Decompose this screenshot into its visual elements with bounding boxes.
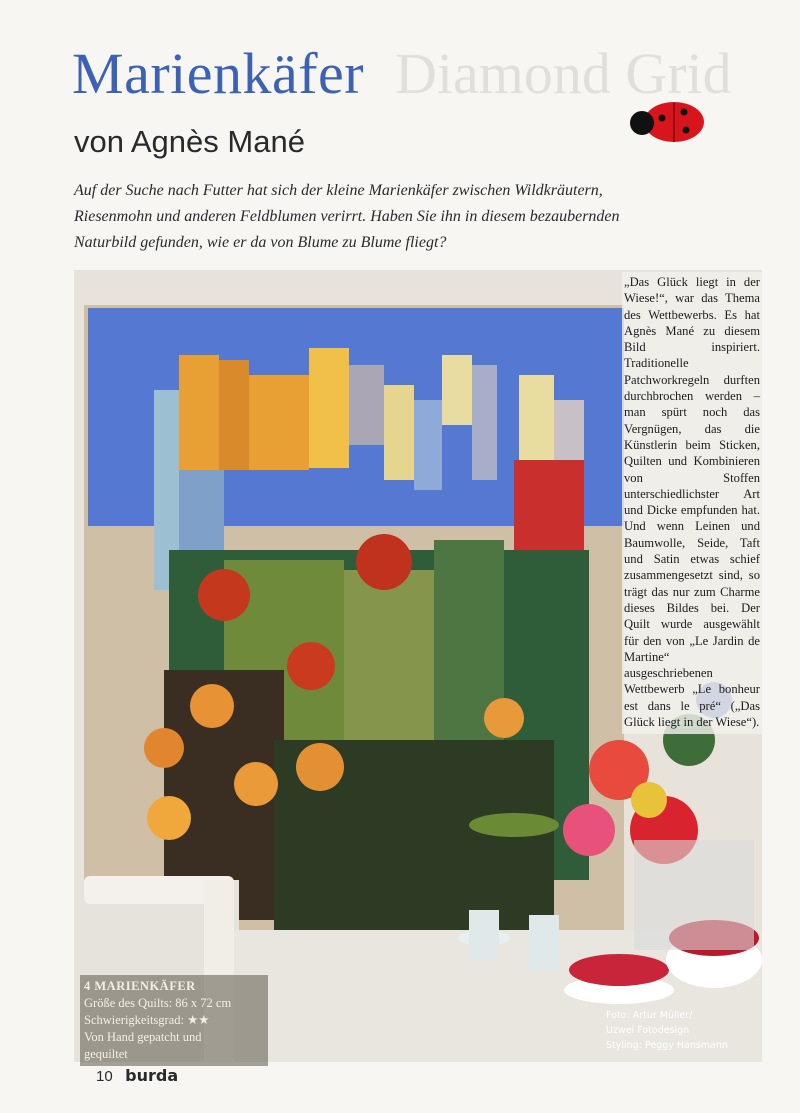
credit-line3: Styling: Peggy Hansmann	[606, 1040, 728, 1051]
credit-line1: Foto: Artur Müller/	[606, 1010, 693, 1021]
info-difficulty: Schwierigkeitsgrad: ★★	[84, 1013, 210, 1027]
page-title: Marienkäfer	[72, 41, 365, 106]
info-title: 4 MARIENKÄFER	[84, 979, 196, 993]
intro-paragraph: Auf der Suche nach Futter hat sich der kleine Marienkäfer zwischen Wildkräutern, Riesenmohn und anderen Feldblumen verirrt. Haben Sie ihn in diesem bezaubernden Naturbild gefunden, wie er da von Blume zu Blume fliegt?	[74, 182, 620, 251]
ladybug-icon	[628, 98, 708, 148]
info-technique-line1: Von Hand gepatcht und	[84, 1030, 202, 1044]
info-technique-line2: gequiltet	[84, 1047, 128, 1061]
author-line: von Agnès Mané	[74, 124, 305, 159]
ghost-title: Diamond Grid	[395, 41, 732, 100]
quilt-info-box	[80, 975, 268, 1066]
photo-credit	[606, 1008, 756, 1053]
credit-line2: Uzwei Fotodesign	[606, 1025, 690, 1036]
body-text: „Das Glück liegt in der Wiese!“, war das Thema des Wettbewerbs. Es hat Agnès Mané zu diesem Bild inspiriert. Traditionelle Patchworkregeln durften durchbrochen werden – man spürt noch das Vergnügen, das die Künstlerin beim Sticken, Quilten und Kombinieren von Stoffen unterschiedlichster Art und Dicke empfunden hat. Und wenn Leinen und Baumwolle, Seide, Taft und Satin etwas schief zusammengesetzt sind, so trägt das nur zum Charme dieses Bildes bei. Der Quilt wurde ausgewählt für den von „Le Jardin de Martine“ ausgeschriebenen Wettbewerb „Le bonheur est dans le pré“ („Das Glück liegt in der Wiese“).	[622, 272, 762, 734]
page-footer	[96, 1066, 178, 1086]
info-size: Größe des Quilts: 86 x 72 cm	[84, 996, 232, 1010]
page-number: 10	[96, 1068, 113, 1085]
brand-logo: burda	[125, 1066, 179, 1085]
